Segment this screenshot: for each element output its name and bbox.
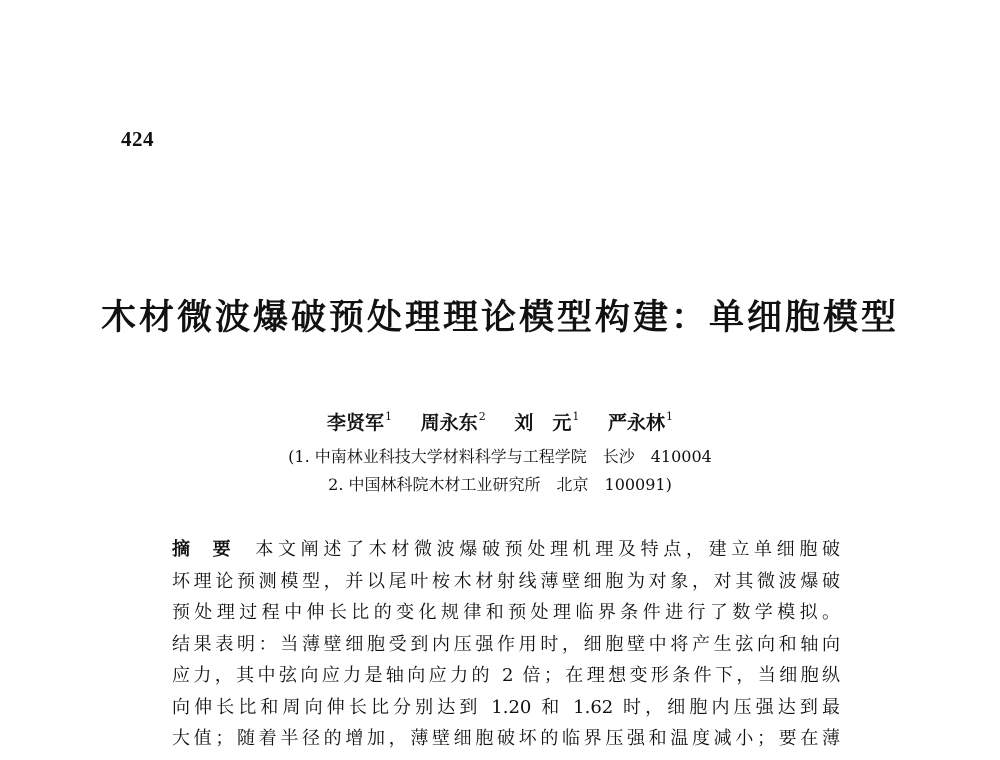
- author-affiliation-mark: 2: [478, 410, 486, 423]
- author-name: 周永东: [420, 412, 478, 434]
- author-list: [0, 408, 1000, 435]
- author: [608, 408, 673, 435]
- affiliation-line: (1. 中南林业科技大学材料科学与工程学院 长沙 410004: [288, 447, 712, 466]
- paper-title: 木材微波爆破预处理理论模型构建：单细胞模型: [100, 298, 899, 338]
- abstract-line: 应力，其中弦向应力是轴向应力的 2 倍；在理想变形条件下，当细胞纵: [172, 665, 840, 686]
- author-name: 严永林: [607, 412, 665, 434]
- author: [421, 408, 486, 435]
- abstract-line: 预处理过程中伸长比的变化规律和预处理临界条件进行了数学模拟。: [172, 602, 840, 623]
- abstract-text: 本文阐述了木材微波爆破预处理机理及特点，建立单细胞破: [255, 539, 841, 560]
- author: [327, 408, 392, 435]
- abstract-line: 坏理论预测模型，并以尾叶桉木材射线薄壁细胞为对象，对其微波爆破: [172, 570, 840, 592]
- author-affiliation-mark: 1: [665, 410, 673, 423]
- abstract-line: 结果表明：当薄壁细胞受到内压强作用时，细胞壁中将产生弦向和轴向: [172, 633, 840, 655]
- affiliation-line: 2. 中国林科院木材工业研究所 北京 100091): [328, 475, 672, 494]
- abstract-line: [172, 534, 840, 566]
- author-name: 刘 元: [514, 412, 572, 434]
- author-affiliation-mark: 1: [572, 410, 580, 423]
- page-number: 424: [121, 127, 154, 151]
- abstract-label: 摘要: [172, 539, 254, 560]
- author-affiliation-mark: 1: [385, 410, 393, 423]
- abstract-line: 向伸长比和周向伸长比分别达到 1.20 和 1.62 时，细胞内压强达到最: [172, 696, 840, 718]
- abstract: [172, 534, 840, 755]
- author-name: 李贤军: [327, 412, 385, 434]
- author: [514, 408, 579, 435]
- abstract-line: 大值；随着半径的增加，薄壁细胞破坏的临界压强和温度减小；要在薄: [172, 728, 840, 749]
